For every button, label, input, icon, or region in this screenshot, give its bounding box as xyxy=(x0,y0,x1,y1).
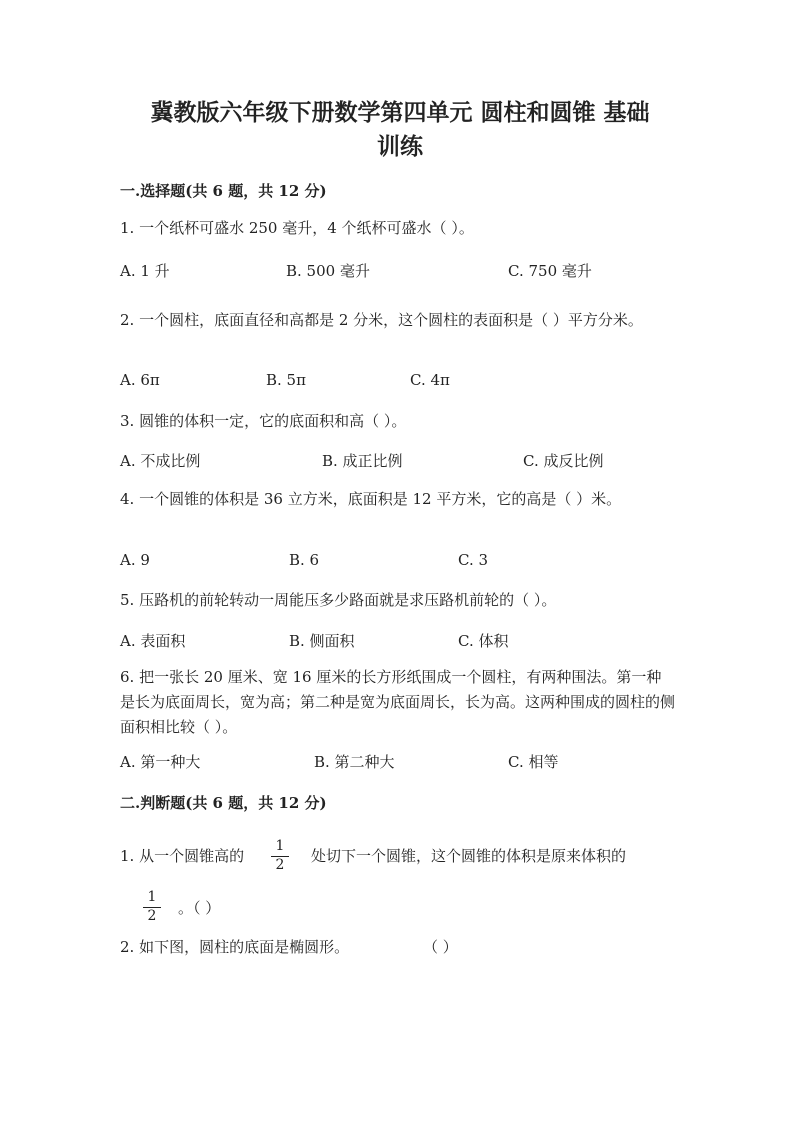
question-text: 2. 一个圆柱，底面直径和高都是 2 分米，这个圆柱的表面积是（ ）平方分米。 xyxy=(120,311,643,329)
option-c: C. 体积 xyxy=(458,632,509,650)
question-text: 2. 如下图，圆柱的底面是椭圆形。 xyxy=(120,938,350,956)
option-a: A. 不成比例 xyxy=(120,452,201,470)
option-b: B. 侧面积 xyxy=(289,632,355,650)
section-heading-judgment: 二.判断题(共 6 题，共 12 分) xyxy=(120,794,327,812)
option-c: C. 4π xyxy=(410,371,450,389)
option-a: A. 表面积 xyxy=(120,632,186,650)
option-b: B. 5π xyxy=(266,371,306,389)
section-heading-choice: 一.选择题(共 6 题，共 12 分) xyxy=(120,182,327,200)
fraction xyxy=(143,889,161,925)
option-b: B. 第二种大 xyxy=(314,753,395,771)
question-text: 1. 一个纸杯可盛水 250 毫升，4 个纸杯可盛水（ ）。 xyxy=(120,219,474,237)
page-title-continued: 训练 xyxy=(377,133,423,160)
option-b: B. 6 xyxy=(289,551,320,569)
fraction-denominator: 2 xyxy=(147,908,157,924)
question-text: 1. 从一个圆锥高的 xyxy=(120,847,245,865)
option-c: C. 750 毫升 xyxy=(508,262,592,280)
page-title: 冀教版六年级下册数学第四单元 圆柱和圆锥 基础 xyxy=(150,99,650,126)
question-text: 5. 压路机的前轮转动一周能压多少路面就是求压路机前轮的（ ）。 xyxy=(120,591,557,609)
option-a: A. 6π xyxy=(120,371,160,389)
option-a: A. 9 xyxy=(120,551,150,569)
question-text-continued: 处切下一个圆锥，这个圆锥的体积是原来体积的 xyxy=(311,847,627,865)
fraction-numerator: 1 xyxy=(143,889,161,908)
option-c: C. 成反比例 xyxy=(523,452,604,470)
option-a: A. 1 升 xyxy=(120,262,170,280)
question-text: 6. 把一张长 20 厘米、宽 16 厘米的长方形纸围成一个圆柱，有两种围法。第一种是长为底面周长，宽为高；第二种是宽为底面周长，长为高。这两种围成的圆柱的侧面积相比较（ ）。 xyxy=(120,668,676,736)
fraction xyxy=(271,838,289,874)
option-b: B. 500 毫升 xyxy=(286,262,370,280)
fraction-numerator: 1 xyxy=(271,838,289,857)
question-text: 3. 圆锥的体积一定，它的底面积和高（ ）。 xyxy=(120,412,407,430)
option-c: C. 3 xyxy=(458,551,489,569)
option-b: B. 成正比例 xyxy=(322,452,403,470)
option-c: C. 相等 xyxy=(508,753,559,771)
fraction-denominator: 2 xyxy=(275,857,285,873)
question-answer-paren: 。（ ） xyxy=(178,899,221,917)
question-text: 4. 一个圆锥的体积是 36 立方米，底面积是 12 平方米，它的高是（ ）米。 xyxy=(120,490,622,508)
option-a: A. 第一种大 xyxy=(120,753,201,771)
question-answer-paren: （ ） xyxy=(423,938,458,956)
